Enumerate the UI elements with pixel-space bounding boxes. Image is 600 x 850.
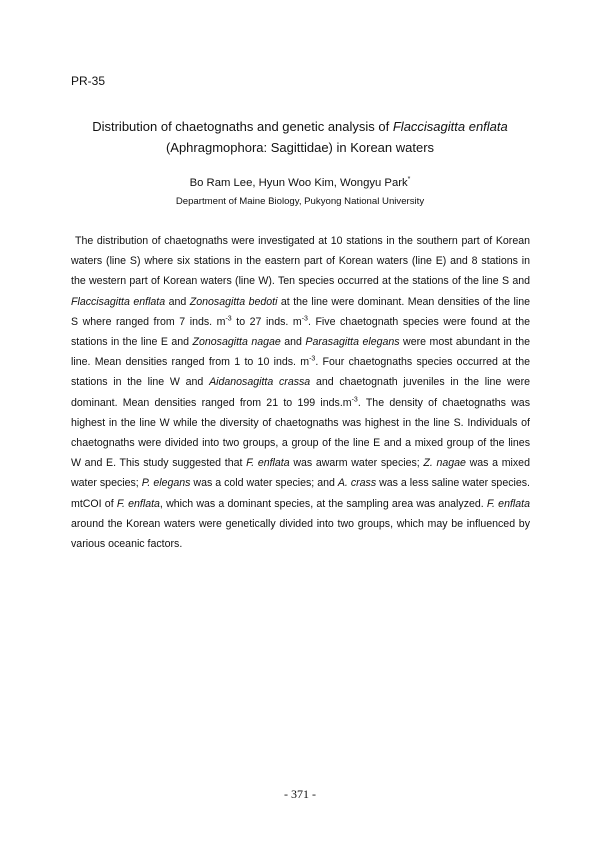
abstract-text: was a cold water species; and — [190, 477, 338, 490]
species-name: Zonosagitta bedoti — [189, 295, 278, 308]
species-name: Z. nagae — [423, 457, 466, 470]
author-list — [60, 177, 540, 189]
abstract-text: and — [280, 336, 306, 349]
abstract-text: to 27 inds. m — [231, 315, 302, 328]
title-species-name: Flaccisagitta enflata — [392, 119, 508, 134]
title-line-2: (Aphragmophora: Sagittidae) in Korean waters — [165, 140, 435, 155]
species-name: Flaccisagitta enflata — [71, 295, 166, 308]
abstract-text: . Four chaetognaths species occurred at the stations in the line W and — [71, 356, 531, 389]
paper-code: PR-35 — [71, 74, 106, 88]
corresponding-author-mark: * — [407, 176, 411, 184]
abstract-text: was a mixed water species; — [71, 457, 530, 490]
abstract-text: was awarm water species; — [289, 457, 424, 470]
unit-exponent: -3 — [309, 355, 316, 363]
species-name: F. enflata — [116, 497, 160, 510]
abstract-text: and chaetognath juveniles in the line were dominant. Mean densities ranged from 21 to 199 inds.m — [71, 376, 530, 409]
abstract-text: . The density of chaetognaths was highest in the line W while the diversity of chaetognaths was highest in the line S. Individuals of chaetognaths were divided into two groups, a group of the line E and a mixed group of the lines W and E. This study suggested that — [71, 396, 530, 470]
page-number: - 371 - — [284, 787, 316, 801]
species-name: P. elegans — [141, 477, 191, 490]
paper-title — [60, 116, 540, 158]
abstract-text: around the Korean waters were genetically divided into two groups, which may be influenced by various oceanic factors. — [71, 517, 530, 551]
author-names: Bo Ram Lee, Hyun Woo Kim, Wongyu Park — [189, 177, 408, 189]
species-name: A. crass — [337, 477, 377, 490]
species-name: Aidanosagitta crassa — [209, 376, 311, 389]
species-name: F. enflata — [246, 457, 290, 470]
species-name: Parasagitta elegans — [305, 336, 400, 349]
abstract-text: was a less saline water species. mtCOI of — [71, 477, 530, 510]
unit-exponent: -3 — [301, 315, 308, 323]
species-name: Zonosagitta nagae — [192, 336, 281, 349]
affiliation: Department of Maine Biology, Pukyong National University — [175, 196, 425, 207]
abstract-text: and — [165, 295, 190, 308]
abstract-text: . Five chaetognath species were found at the stations in the line E and — [71, 315, 530, 349]
unit-exponent: -3 — [225, 315, 232, 323]
unit-exponent: -3 — [351, 396, 358, 404]
abstract-text: , which was a dominant species, at the sampling area was analyzed. — [159, 497, 487, 510]
species-name: F. enflata — [486, 497, 530, 510]
abstract-text: were most abundant in the line. Mean densities ranged from 1 to 10 inds. m — [71, 336, 531, 369]
abstract-paragraph — [71, 231, 530, 554]
abstract-text: at the line were dominant. Mean densities of the line S where ranged from 7 inds. m — [71, 295, 530, 328]
abstract-text: The distribution of chaetognaths were investigated at 10 stations in the southern part of Korean waters (line S) where six stations in the eastern part of Korean waters (line E) and 8 stations in the western part of Korean waters (line W). Ten species occurred at the stations of the line S and — [71, 235, 530, 288]
title-line-1 — [60, 116, 540, 137]
title-text: Distribution of chaetognaths and genetic analysis of — [92, 119, 393, 134]
abstract — [71, 231, 530, 554]
